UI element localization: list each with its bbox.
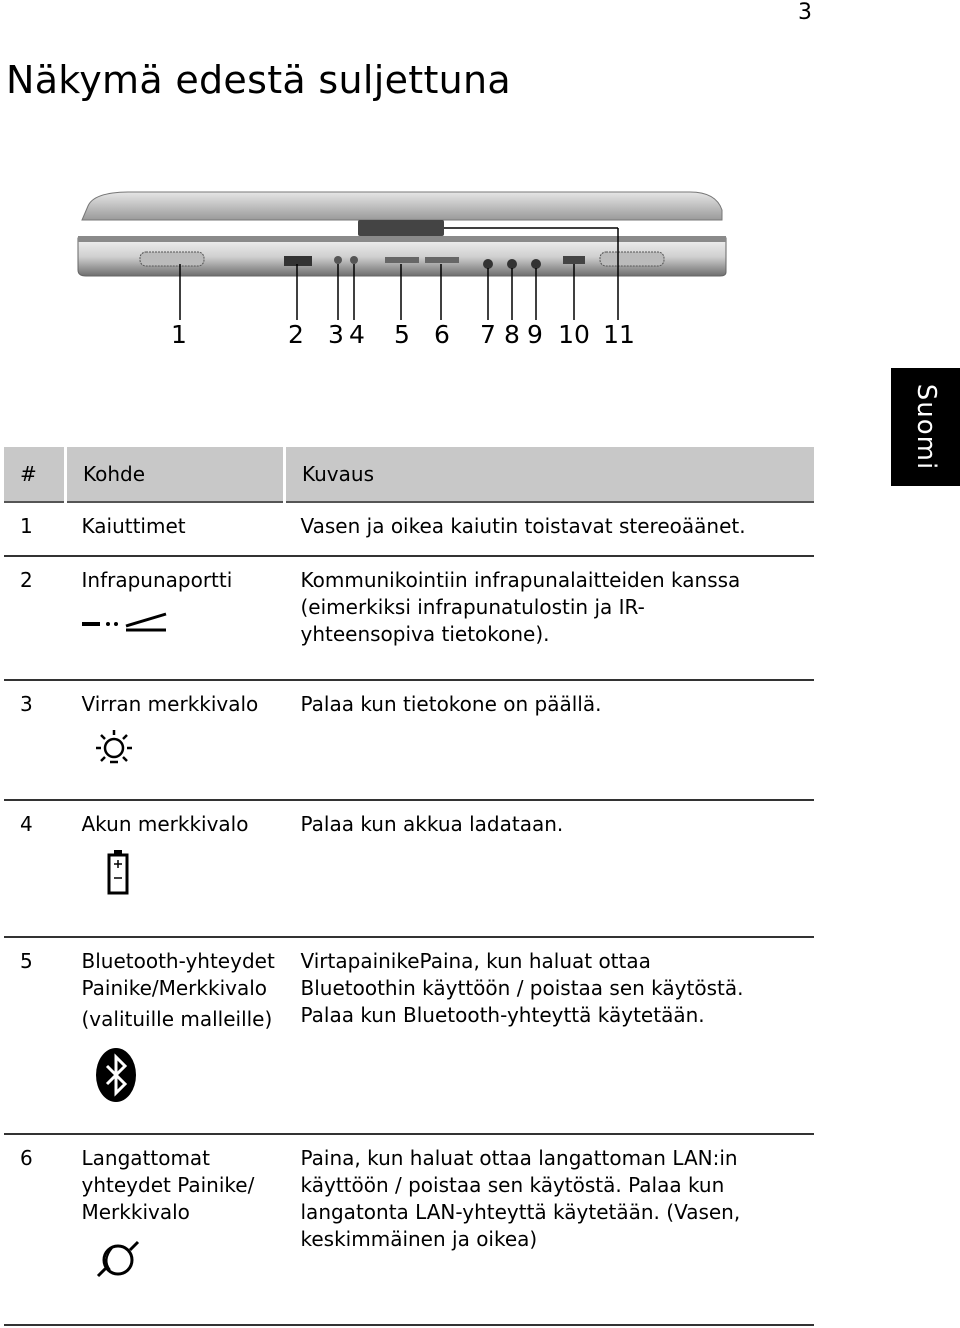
row-item	[66, 680, 285, 800]
desc-line: Palaa kun Bluetooth-yhteyttä käytetään.	[300, 1003, 705, 1027]
header-item: Kohde	[66, 447, 285, 502]
desc-line: keskimmäinen ja oikea)	[300, 1227, 538, 1251]
row-num: 5	[4, 937, 66, 1134]
row-num: 1	[4, 502, 66, 556]
row-desc	[285, 502, 815, 556]
bluetooth-icon	[82, 1047, 281, 1107]
desc-line: käyttöön / poistaa sen käytöstä. Palaa kun	[300, 1173, 725, 1197]
row-desc	[285, 937, 815, 1134]
table-row	[4, 680, 814, 800]
table-row	[4, 800, 814, 937]
wireless-icon	[82, 1236, 281, 1282]
page-number: 3	[798, 0, 812, 25]
item-line: Akun merkkivalo	[81, 812, 249, 836]
item-line: Infrapunaportti	[81, 568, 233, 592]
row-item	[66, 556, 285, 680]
item-line: (valituille malleille)	[81, 1007, 273, 1031]
item-line: Bluetooth-yhteydet	[81, 949, 275, 973]
desc-line: Vasen ja oikea kaiutin toistavat stereoäänet.	[300, 514, 746, 538]
callout-9: 9	[527, 320, 543, 349]
row-desc	[285, 556, 815, 680]
item-line: Kaiuttimet	[81, 514, 186, 538]
infrared-icon	[82, 604, 281, 634]
language-side-tab	[891, 368, 960, 486]
row-num: 4	[4, 800, 66, 937]
battery-icon	[82, 848, 281, 898]
desc-line: langatonta LAN-yhteyttä käytetään. (Vasen,	[300, 1200, 741, 1224]
row-desc	[285, 1134, 815, 1325]
callout-2: 2	[288, 320, 304, 349]
callout-5: 5	[394, 320, 410, 349]
row-desc	[285, 680, 815, 800]
page-title: Näkymä edestä suljettuna	[6, 58, 512, 102]
desc-line: Palaa kun tietokone on päällä.	[300, 692, 602, 716]
desc-line: VirtapainikePaina, kun haluat ottaa	[300, 949, 651, 973]
callout-8: 8	[504, 320, 520, 349]
desc-line: (eimerkiksi infrapunatulostin ja IR-	[300, 595, 645, 619]
callout-7: 7	[480, 320, 496, 349]
item-line: Langattomat	[81, 1146, 211, 1170]
component-table	[4, 447, 814, 1326]
row-item	[66, 1134, 285, 1325]
side-tab-label: Suomi	[910, 383, 941, 471]
table-header-row	[4, 447, 814, 502]
row-num: 3	[4, 680, 66, 800]
header-desc: Kuvaus	[285, 447, 815, 502]
row-num: 6	[4, 1134, 66, 1325]
callout-4: 4	[349, 320, 365, 349]
callout-numbers	[0, 320, 760, 356]
desc-line: yhteensopiva tietokone).	[300, 622, 550, 646]
table-row	[4, 502, 814, 556]
item-line: Painike/Merkkivalo	[81, 976, 268, 1000]
callout-10: 10	[558, 320, 590, 349]
power-light-icon	[82, 728, 281, 772]
desc-line: Palaa kun akkua ladataan.	[300, 812, 564, 836]
callout-6: 6	[434, 320, 450, 349]
callout-1: 1	[171, 320, 187, 349]
row-desc	[285, 800, 815, 937]
header-num: #	[4, 447, 66, 502]
row-num: 2	[4, 556, 66, 680]
table-row	[4, 556, 814, 680]
desc-line: Paina, kun haluat ottaa langattoman LAN:in	[300, 1146, 738, 1170]
item-line: Virran merkkivalo	[81, 692, 259, 716]
callout-3: 3	[328, 320, 344, 349]
item-line: yhteydet Painike/	[81, 1173, 255, 1197]
row-item	[66, 937, 285, 1134]
row-item	[66, 800, 285, 937]
table-row	[4, 937, 814, 1134]
item-line: Merkkivalo	[81, 1200, 190, 1224]
desc-line: Kommunikointiin infrapunalaitteiden kanssa	[300, 568, 741, 592]
table-row	[4, 1134, 814, 1325]
desc-line: Bluetoothin käyttöön / poistaa sen käytöstä.	[300, 976, 744, 1000]
callout-11: 11	[603, 320, 635, 349]
row-item	[66, 502, 285, 556]
